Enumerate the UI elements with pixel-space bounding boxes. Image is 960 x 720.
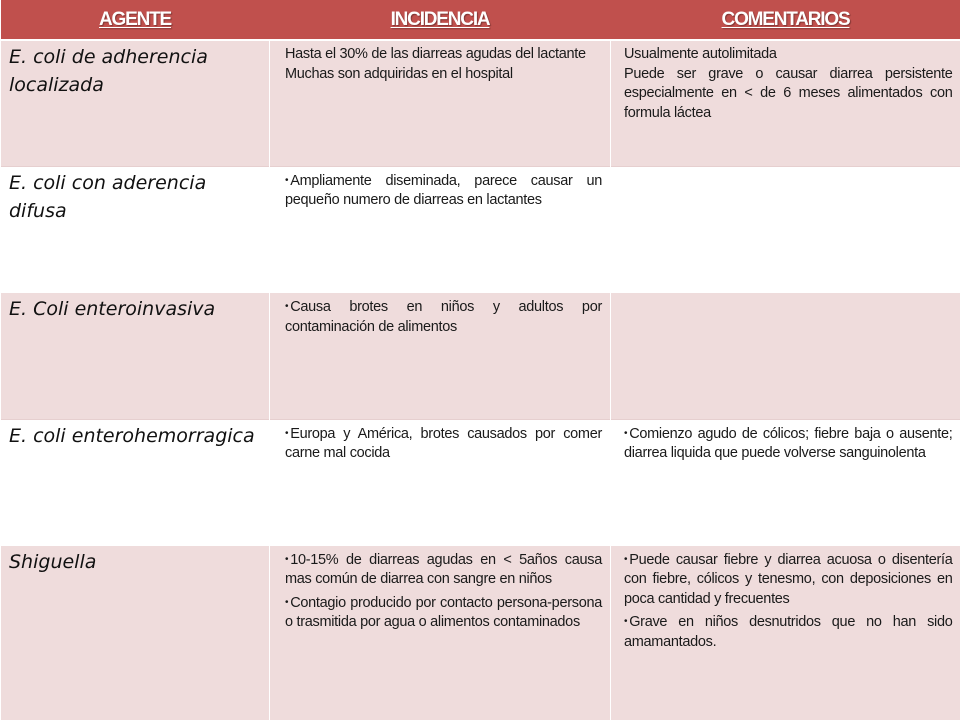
- comment-text: Grave en niños desnutridos que no han sido amamantados.: [624, 614, 953, 650]
- table-row: [1, 545, 960, 720]
- table-row: [1, 419, 960, 545]
- header-agente: AGENTE: [1, 0, 270, 40]
- bullet-dot-icon: •: [624, 616, 628, 628]
- agent-cell: E. coli con aderencia difusa: [1, 166, 270, 292]
- agent-cell: E. coli enterohemorragica: [1, 419, 270, 545]
- incidence-bullet: [285, 593, 602, 633]
- incidence-cell: [270, 293, 611, 419]
- incidence-bullet: [285, 424, 602, 464]
- header-incidencia: INCIDENCIA: [270, 0, 611, 40]
- table-row: [1, 293, 960, 419]
- incidence-text: Causa brotes en niños y adultos por contaminación de alimentos: [285, 299, 602, 335]
- comments-cell: [611, 545, 960, 720]
- incidence-cell: [270, 419, 611, 545]
- incidence-bullet: [285, 171, 602, 211]
- comments-cell: [611, 293, 960, 419]
- comments-cell: [611, 40, 960, 166]
- comment-text: Puede causar fiebre y diarrea acuosa o disentería con fiebre, cólicos y tenesmo, con deposiciones en poca cantidad y frecuentes: [624, 551, 953, 607]
- comment-bullet: [624, 550, 953, 610]
- agent-cell: Shiguella: [1, 545, 270, 720]
- incidence-cell: [270, 545, 611, 720]
- agent-cell: E. coli de adherencia localizada: [1, 40, 270, 166]
- bullet-dot-icon: •: [285, 427, 289, 439]
- agent-cell: E. Coli enteroinvasiva: [1, 293, 270, 419]
- header-row: [1, 0, 960, 40]
- table-row: [1, 166, 960, 292]
- bullet-dot-icon: •: [624, 427, 628, 439]
- incidence-bullet: [285, 550, 602, 590]
- incidence-text: Contagio producido por contacto persona-persona o trasmitida por agua o alimentos contaminados: [285, 594, 602, 631]
- table-row: [1, 40, 960, 166]
- comments-cell: [611, 166, 960, 292]
- incidence-cell: [270, 40, 611, 166]
- bullet-dot-icon: •: [624, 553, 628, 565]
- comment-text: Comienzo agudo de cólicos; fiebre baja o ausente; diarrea liquida que puede volverse sanguinolenta: [624, 425, 953, 462]
- comment-line: Puede ser grave o causar diarrea persistente especialmente en < de 6 meses alimentados con formula láctea: [624, 65, 953, 121]
- header-comentarios: COMENTARIOS: [611, 0, 960, 40]
- incidence-text: 10-15% de diarreas agudas en < 5años causa mas común de diarrea con sangre en niños: [285, 551, 602, 588]
- bullet-dot-icon: •: [285, 174, 289, 186]
- incidence-text: Ampliamente diseminada, parece causar un pequeño numero de diarreas en lactantes: [285, 172, 602, 209]
- incidence-line: Muchas son adquiridas en el hospital: [285, 65, 513, 82]
- comment-line: Usualmente autolimitada: [624, 46, 777, 62]
- comment-bullet: [624, 424, 953, 464]
- bullet-dot-icon: •: [285, 553, 289, 565]
- comments-cell: [611, 419, 960, 545]
- bullet-dot-icon: •: [285, 596, 289, 608]
- bullet-dot-icon: •: [285, 301, 289, 313]
- incidence-cell: [270, 166, 611, 292]
- incidence-text: Europa y América, brotes causados por comer carne mal cocida: [285, 425, 602, 462]
- incidence-line: Hasta el 30% de las diarreas agudas del lactante: [285, 46, 586, 62]
- incidence-bullet: [285, 297, 602, 337]
- comment-bullet: [624, 612, 953, 652]
